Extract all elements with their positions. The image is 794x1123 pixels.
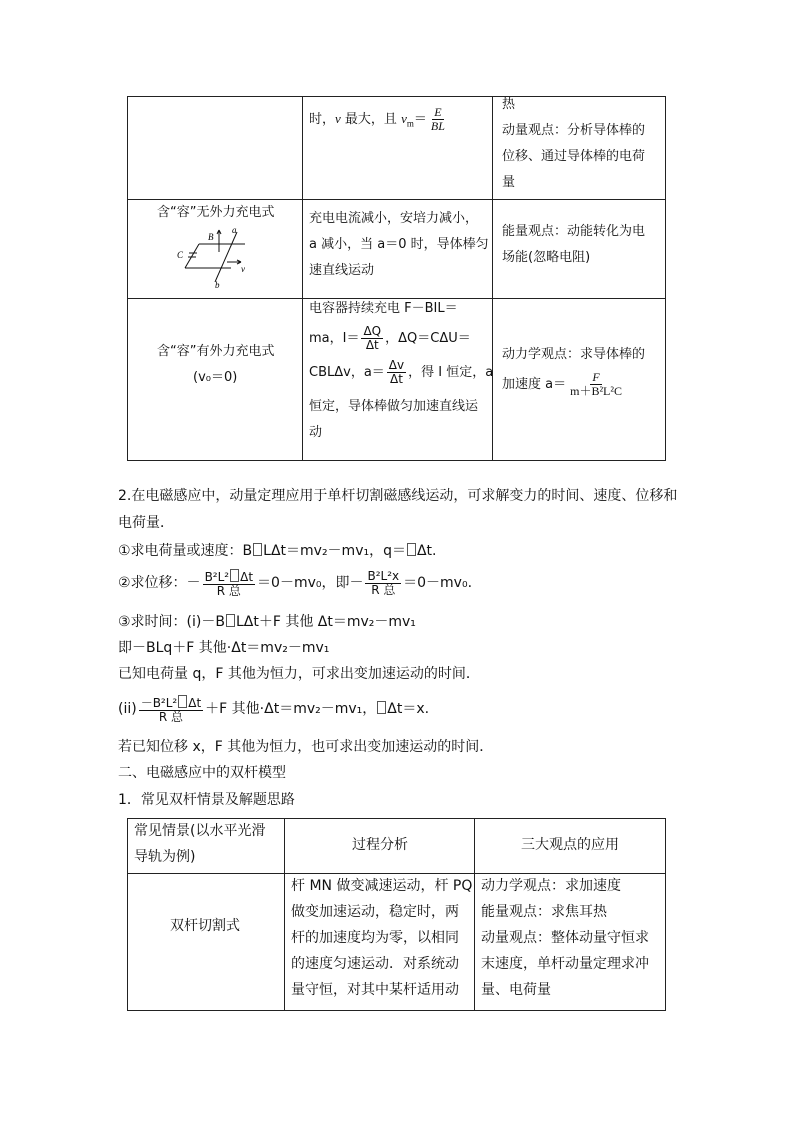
item-2: ②求位移：－ $\frac{\text{B²L² Δt}}{\text{R 总}}$ ＝0－mv₀，即－ $\frac{\text{B²L²x}}{\text{R 总}}$ ＝0－mv₀.	[118, 568, 473, 598]
table1-row2-col3: 能量观点：动能转化为电 场能(忽略电阻)	[502, 224, 646, 265]
diagram-label-a: a	[232, 225, 237, 235]
table1-row1-col3: 热 动量观点：分析导体棒的 位移、通过导体棒的电荷 量	[502, 97, 646, 190]
placeholder-glyph-icon	[178, 695, 187, 708]
paragraph-2-line1: 2.在电磁感应中，动量定理应用于单杆切割磁感线运动，可求解变力的时间、速度、位移和	[118, 488, 678, 504]
table1-row2-col1-title: 含“容”无外力充电式	[157, 205, 275, 220]
placeholder-glyph-icon	[230, 569, 239, 582]
table2-header-col1: 常见情景(以水平光滑 导轨为例)	[134, 823, 266, 865]
placeholder-glyph-icon	[253, 543, 262, 556]
table1-row1-col2: 时，v 最大，且 $v_m=$ $\frac{E}{BL}$	[309, 105, 445, 133]
table2-row1-col1: 双杆切割式	[170, 918, 240, 934]
placeholder-glyph-icon	[407, 543, 416, 556]
item-3: ③求时间：(i)－B LΔt＋F 其他 Δt＝mv₂－mv₁	[118, 614, 416, 630]
table1-row3-col2: 电容器持续充电 F－BIL＝ ma，I＝ $\frac{\Delta Q}{\Delta t}$ ，ΔQ＝CΔU＝ CBLΔv，a＝ $\frac{\Delta v}{\Delta t}$ ，得 I 恒定，a 恒定，导体棒做匀加速直线运 动	[309, 301, 494, 440]
item-3-known2: 若已知位移 x，F 其他为恒力，也可求出变加速运动的时间．	[118, 739, 494, 755]
section-heading-2: 二、电磁感应中的双杆模型	[118, 765, 286, 781]
item-3-ji: 即－BLq＋F 其他·Δt＝mv₂－mv₁	[118, 640, 330, 656]
table2-row1-col3: 动力学观点：求加速度 能量观点：求焦耳热 动量观点：整体动量守恒求 末速度，单杆动量定理求冲 量、电荷量	[481, 878, 649, 998]
item-1: ①求电荷量或速度：B LΔt＝mv₂－mv₁，q＝ Δt.	[118, 543, 437, 559]
table1-row3-col1-title: 含“容”有外力充电式	[157, 344, 275, 359]
placeholder-glyph-icon	[377, 701, 386, 714]
subsection-heading-1: 1．常见双杆情景及解题思路	[118, 792, 295, 808]
diagram-label-C: C	[177, 250, 184, 260]
table2-row1-col2: 杆 MN 做变减速运动，杆 PQ 做变加速运动，稳定时，两 杆的加速度均为零，以相同 的速度匀速运动．对系统动 量守恒，对其中某杆适用动	[291, 878, 473, 998]
table2-header-col3: 三大观点的应用	[521, 837, 619, 853]
table2-header-col2: 过程分析	[352, 837, 408, 853]
table1-row2-col2: 充电电流减小，安培力减小， a 减小，当 a＝0 时，导体棒匀 速直线运动	[309, 211, 489, 278]
diagram-label-b: b	[215, 280, 220, 290]
capacitor-rail-diagram	[175, 224, 255, 290]
placeholder-glyph-icon	[226, 614, 235, 627]
item-3-ii: (ii) $\frac{\text{－B²L² Δt}}{\text{R 总}}$ ＋F 其他·Δt＝mv₂－mv₁， Δt＝x.	[118, 695, 430, 724]
diagram-label-B: B	[208, 232, 214, 242]
paragraph-2-line2: 电荷量．	[118, 515, 174, 531]
table1-row3-col3: 动力学观点：求导体棒的 加速度 a＝ $\frac{F}{\text{m＋B²L²C}}$	[502, 347, 646, 398]
diagram-label-v: v	[241, 264, 245, 274]
table1-row3-col1-sub: (v₀＝0)	[193, 370, 238, 385]
item-3-known: 已知电荷量 q，F 其他为恒力，可求出变加速运动的时间．	[118, 666, 480, 682]
